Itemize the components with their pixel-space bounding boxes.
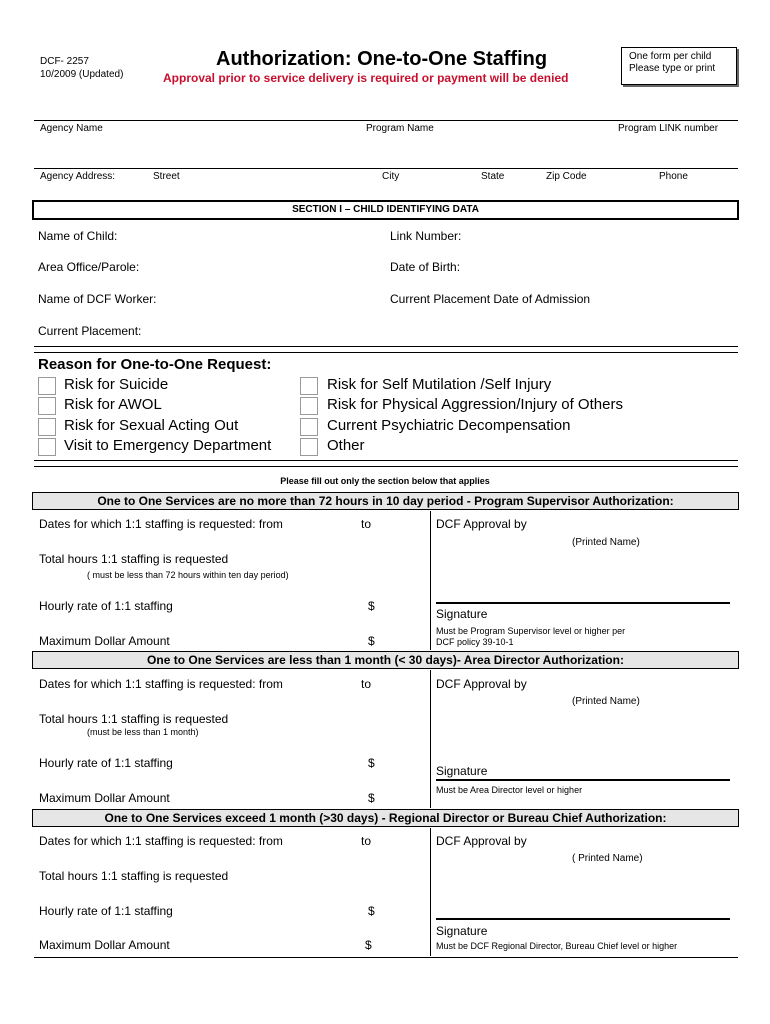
instruction-text: Please fill out only the section below that applies: [280, 476, 490, 486]
divider: [430, 828, 431, 956]
tier-3-approval-label: DCF Approval by: [436, 834, 527, 848]
tier-1-max-dollar: $: [368, 634, 375, 648]
divider: [430, 511, 431, 650]
reason-label-sexual: Risk for Sexual Acting Out: [64, 417, 239, 434]
placement-date-label: Current Placement Date of Admission: [390, 292, 591, 306]
zip-label: Zip Code: [546, 171, 587, 182]
form-code: [40, 55, 123, 81]
page-title: Authorization: One-to-One Staffing: [216, 48, 548, 70]
tier-2-sig-note-1: Must be Area Director level or higher: [436, 785, 583, 795]
agency-address-label: Agency Address:: [40, 171, 116, 182]
address-row-field[interactable]: [40, 184, 736, 198]
link-number-label: Link Number:: [390, 229, 462, 243]
divider: [430, 670, 431, 808]
reason-checkbox-psychiatric[interactable]: [300, 418, 318, 436]
tier-3-total-label: Total hours 1:1 staffing is requested: [39, 869, 229, 883]
form-revision: 10/2009 (Updated): [40, 69, 124, 80]
tier-1-max-label: Maximum Dollar Amount: [39, 634, 170, 648]
name-of-child-label: Name of Child:: [38, 229, 118, 243]
reason-label-psychiatric: Current Psychiatric Decompensation: [327, 417, 571, 434]
reason-label-other: Other: [327, 437, 365, 454]
form-number: DCF- 2257: [40, 56, 89, 67]
reason-checkbox-aggression[interactable]: [300, 397, 318, 415]
tier-2-total-note: (must be less than 1 month): [87, 727, 199, 737]
tier-1-sig-note-2: DCF policy 39-10-1: [436, 637, 514, 647]
tier-2-max-dollar: $: [368, 791, 375, 805]
reason-label-self-injury: Risk for Self Mutilation /Self Injury: [327, 376, 552, 393]
tier-2-printed-name-label: (Printed Name): [572, 696, 640, 707]
tier-2-signature-label: Signature: [436, 764, 488, 778]
tier-3-max-dollar: $: [365, 938, 372, 952]
tier-2-rate-label: Hourly rate of 1:1 staffing: [39, 756, 173, 770]
tier-3-signature-label: Signature: [436, 924, 488, 938]
tier-1-printed-name-label: (Printed Name): [572, 537, 640, 548]
tier-3-signature-line[interactable]: [436, 918, 730, 920]
tier-1-signature-label: Signature: [436, 607, 488, 621]
divider: [34, 120, 738, 121]
agency-row-field[interactable]: [40, 138, 736, 166]
tier-2-rate-dollar: $: [368, 756, 375, 770]
program-name-label: Program Name: [366, 123, 434, 134]
city-label: City: [382, 171, 400, 182]
page-subtitle: Approval prior to service delivery is required or payment will be denied: [163, 71, 569, 85]
current-placement-label: Current Placement:: [38, 324, 142, 338]
tier-1-total-note: ( must be less than 72 hours within ten day period): [87, 570, 289, 580]
reason-checkbox-emergency[interactable]: [38, 438, 56, 456]
note-line-2: Please type or print: [629, 63, 716, 74]
tier-1-dates-label: Dates for which 1:1 staffing is requested: from: [39, 517, 283, 531]
tier-2-dates-label: Dates for which 1:1 staffing is requested: from: [39, 677, 283, 691]
reason-checkbox-sexual[interactable]: [38, 418, 56, 436]
divider: [34, 957, 738, 958]
reason-checkbox-awol[interactable]: [38, 397, 56, 415]
reason-checkbox-suicide[interactable]: [38, 377, 56, 395]
reason-label-suicide: Risk for Suicide: [64, 376, 169, 393]
phone-label: Phone: [659, 171, 688, 182]
tier-3-to-label: to: [361, 834, 372, 848]
area-office-label: Area Office/Parole:: [38, 260, 140, 274]
reason-label-awol: Risk for AWOL: [64, 396, 162, 413]
divider: [34, 352, 738, 353]
tier-1-rate-dollar: $: [368, 599, 375, 613]
tier-2-banner: One to One Services are less than 1 month (< 30 days)- Area Director Authorization:: [32, 651, 739, 669]
tier-1-total-label: Total hours 1:1 staffing is requested: [39, 552, 229, 566]
reason-heading: Reason for One-to-One Request:: [38, 356, 272, 373]
dob-label: Date of Birth:: [390, 260, 461, 274]
agency-name-label: Agency Name: [40, 123, 103, 134]
instructions-note: [621, 47, 737, 85]
tier-1-rate-label: Hourly rate of 1:1 staffing: [39, 599, 173, 613]
tier-1-signature-line[interactable]: [436, 602, 730, 604]
divider: [34, 346, 738, 347]
divider: [34, 168, 738, 169]
divider: [34, 466, 738, 467]
dcf-worker-label: Name of DCF Worker:: [38, 292, 157, 306]
tier-2-approval-label: DCF Approval by: [436, 677, 527, 691]
tier-1-approval-label: DCF Approval by: [436, 517, 527, 531]
reason-label-emergency: Visit to Emergency Department: [64, 437, 272, 454]
tier-2-signature-line[interactable]: [436, 779, 730, 781]
reason-checkbox-other[interactable]: [300, 438, 318, 456]
tier-2-max-label: Maximum Dollar Amount: [39, 791, 170, 805]
tier-3-rate-dollar: $: [368, 904, 375, 918]
program-link-label: Program LINK number: [618, 123, 719, 134]
note-line-1: One form per child: [629, 51, 712, 62]
tier-3-rate-label: Hourly rate of 1:1 staffing: [39, 904, 173, 918]
tier-3-printed-name-label: ( Printed Name): [572, 853, 643, 864]
tier-3-max-label: Maximum Dollar Amount: [39, 938, 170, 952]
tier-1-to-label: to: [361, 517, 372, 531]
tier-3-banner: One to One Services exceed 1 month (>30 days) - Regional Director or Bureau Chief Authorization:: [32, 809, 739, 827]
reason-checkbox-self-injury[interactable]: [300, 377, 318, 395]
section-1-banner: SECTION I – CHILD IDENTIFYING DATA: [32, 200, 739, 220]
divider: [34, 460, 738, 461]
tier-1-banner: One to One Services are no more than 72 hours in 10 day period - Program Supervisor Authorization:: [32, 492, 739, 510]
reason-label-aggression: Risk for Physical Aggression/Injury of Others: [327, 396, 623, 413]
tier-1-sig-note-1: Must be Program Supervisor level or higher per: [436, 626, 626, 636]
tier-2-total-label: Total hours 1:1 staffing is requested: [39, 712, 229, 726]
street-label: Street: [153, 171, 180, 182]
tier-3-sig-note-1: Must be DCF Regional Director, Bureau Chief level or higher: [436, 941, 678, 951]
tier-3-dates-label: Dates for which 1:1 staffing is requested: from: [39, 834, 283, 848]
state-label: State: [481, 171, 505, 182]
tier-2-to-label: to: [361, 677, 372, 691]
